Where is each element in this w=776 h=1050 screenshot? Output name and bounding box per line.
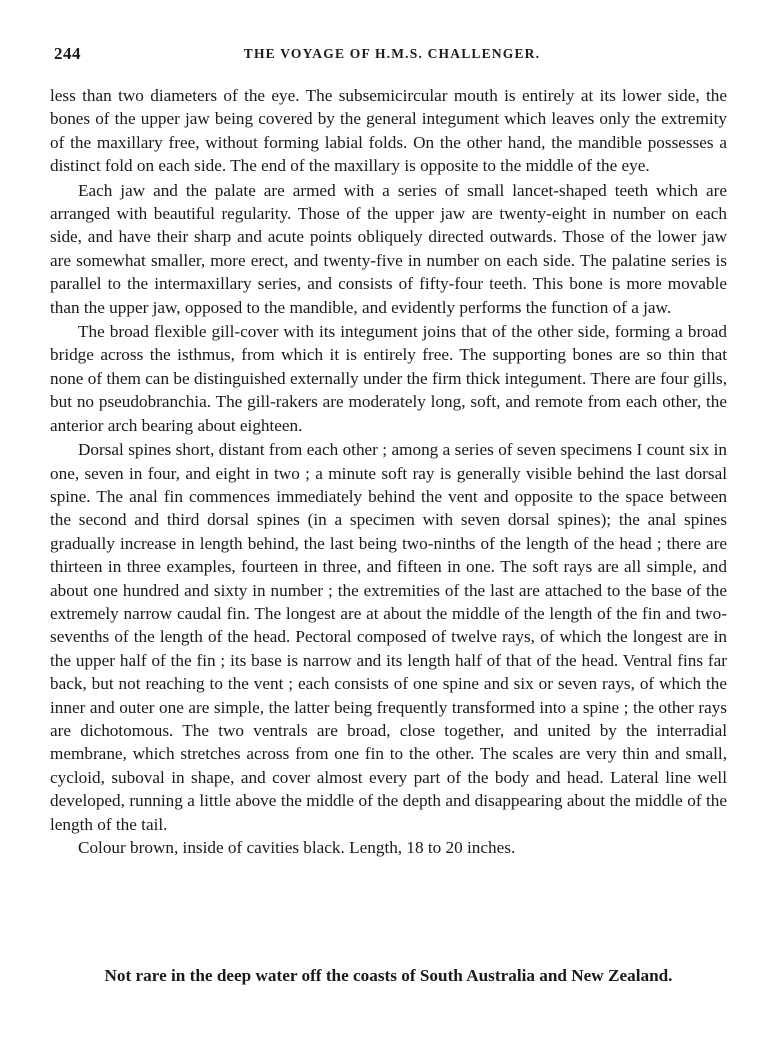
paragraph-eye-mouth: less than two diameters of the eye. The subsemicircular mouth is entirely at its lower side, the bones of the upper jaw being covered by the general integument which leaves only the extremity of the maxillary free, without forming labial folds. On the other hand, the mandible possesses a distinct fold on each side. The end of the maxillary is opposite to the middle of the eye.: [50, 86, 727, 176]
paragraph-fins-scales: Dorsal spines short, distant from each other ; among a series of seven specimens I count six in one, seven in four, and eight in two ; a minute soft ray is generally visible behind the last dorsal spine. The anal fin commences immediately behind the vent and opposite to the space between the second and third dorsal spines (in a specimen with seven dorsal spines); the anal spines gradually increase in length behind, the last being two-ninths of the length of the head ; there are thirteen in three examples, fourteen in three, and fifteen in one. The soft rays are all simple, and about one hundred and sixty in number ; the extremities of the last are attached to the base of the extremely narrow caudal fin. The longest are at about the middle of the length of the fin and two-sevenths of the length of the head. Pectoral composed of twelve rays, of which the longest are in the upper half of the fin ; its base is narrow and its length half of that of the head. Ventral fins far back, but not reaching to the vent ; each consists of one spine and six or seven rays, of which the inner and outer one are simple, the latter being frequently transformed into a spine ; the other rays are dichotomous. The two ventrals are broad, close together, and united by the interradial membrane, which stretches across from one fin to the other. The scales are very thin and small, cycloid, suboval in shape, and cover almost every part of the body and head. Lateral line well developed, running a little above the middle of the depth and disappearing about the middle of the length of the tail.: [50, 440, 727, 834]
paragraph-gill-cover: The broad flexible gill-cover with its integument joins that of the other side, forming a broad bridge across the isthmus, from which it is entirely free. The supporting bones are so thin that none of them can be distinguished externally under the firm thick integument. There are four gills, but no pseudobranchia. The gill-rakers are moderately long, soft, and remote from each other, the anterior arch bearing about eighteen.: [50, 322, 727, 435]
page-header: [54, 44, 730, 70]
habitat-note: Not rare in the deep water off the coasts of South Australia and New Zealand.: [104, 966, 673, 985]
body-text: [50, 84, 727, 859]
page-number: 244: [54, 44, 81, 63]
paragraph-colour-length: Colour brown, inside of cavities black. Length, 18 to 20 inches.: [78, 838, 516, 857]
paragraph-teeth: Each jaw and the palate are armed with a series of small lancet-shaped teeth which are arranged with beautiful regularity. Those of the upper jaw are twenty-eight in number on each side, and have their sharp and acute points obliquely directed outwards. Those of the lower jaw are somewhat smaller, more erect, and twenty-five in number on each side. The palatine series is parallel to the intermaxillary series, and consists of fifty-four teeth. This bone is more movable than the upper jaw, opposed to the mandible, and evidently performs the function of a jaw.: [50, 180, 727, 317]
running-title: THE VOYAGE OF H.M.S. CHALLENGER.: [243, 46, 541, 61]
